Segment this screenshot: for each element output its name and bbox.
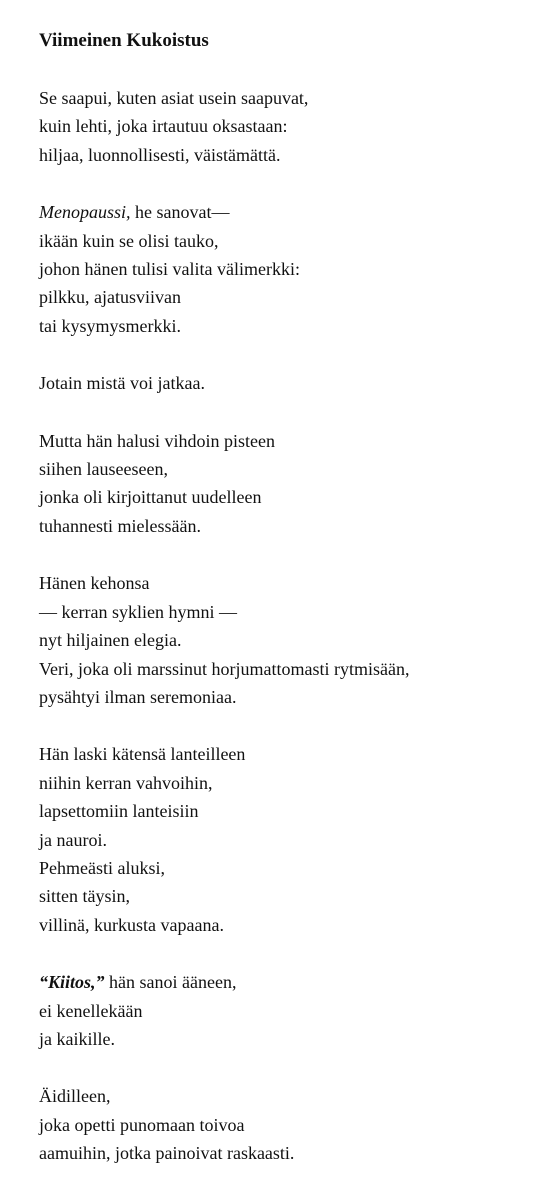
poem-line: johon hänen tulisi valita välimerkki: [39,259,300,280]
poem-line: pilkku, ajatusviivan [39,287,181,308]
line-text: hän sanoi ääneen, [104,972,237,993]
poem-line: lapsettomiin lanteisiin [39,801,199,822]
poem-page [39,27,529,1197]
poem-line: nyt hiljainen elegia. [39,630,182,651]
stanza-3 [39,369,529,397]
stanza-6 [39,740,529,939]
poem-line: ikään kuin se olisi tauko, [39,230,219,251]
poem-line: Veri, joka oli marssinut horjumattomasti rytmisään, [39,658,410,679]
poem-title: Viimeinen Kukoistus [39,30,209,51]
poem-line: Äidilleen, [39,1086,111,1107]
poem-line: niihin kerran vahvoihin, [39,772,213,793]
poem-line: Jotain mistä voi jatkaa. [39,373,205,394]
poem-line: aamuihin, jotka painoivat raskaasti. [39,1143,295,1164]
poem-line: jonka oli kirjoittanut uudelleen [39,487,262,508]
stanza-5 [39,569,529,711]
poem-line: pysähtyi ilman seremoniaa. [39,686,237,707]
poem-line: joka opetti punomaan toivoa [39,1114,245,1135]
poem-line: sitten täysin, [39,886,130,907]
poem-line [39,198,529,226]
stanza-8 [39,1082,529,1167]
poem-line: Hän laski kätensä lanteilleen [39,744,246,765]
poem-line: kuin lehti, joka irtautuu oksastaan: [39,116,288,137]
poem-line: ja nauroi. [39,829,107,850]
poem-line: ja kaikille. [39,1028,115,1049]
poem-line: tai kysymysmerkki. [39,315,181,336]
poem-line: hiljaa, luonnollisesti, väistämättä. [39,144,281,165]
poem-line: villinä, kurkusta vapaana. [39,914,224,935]
poem-line: Mutta hän halusi vihdoin pisteen [39,430,275,451]
poem-line [39,968,529,996]
poem-line: — kerran syklien hymni — [39,601,237,622]
poem-line: siihen lauseeseen, [39,459,168,480]
stanza-2 [39,198,529,340]
poem-line: ei kenellekään [39,1000,143,1021]
italic-word-menopaussi: Menopaussi, [39,202,131,223]
poem-line: Hänen kehonsa [39,573,150,594]
stanza-4 [39,427,529,541]
stanza-1 [39,84,529,169]
bold-italic-quote-kiitos: “Kiitos,” [39,972,105,993]
line-text: he sanovat— [130,202,230,223]
poem-line: Pehmeästi aluksi, [39,857,165,878]
poem-line: Se saapui, kuten asiat usein saapuvat, [39,88,309,108]
poem-line: tuhannesti mielessään. [39,515,201,536]
stanza-7 [39,968,529,1053]
